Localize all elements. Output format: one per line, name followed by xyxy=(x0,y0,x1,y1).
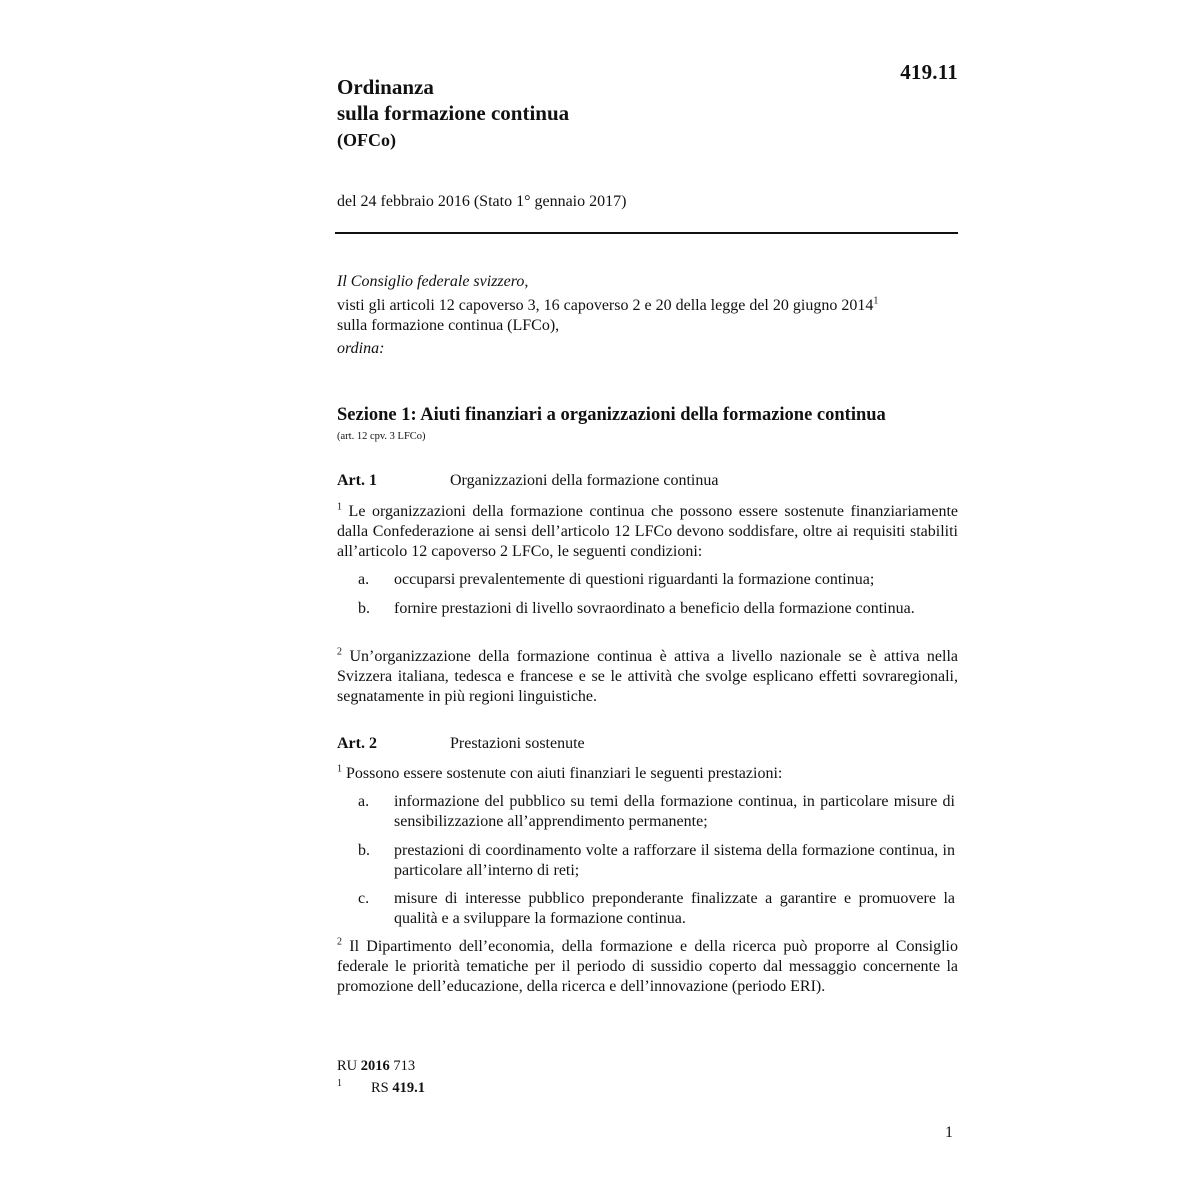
paragraph: $^2$ Un’organizzazione della formazione continua è attiva a livello nazionale se è attiva nella Svizzera italiana, tedesca e francese e se le attività che svolge esplicano effetti sovraregionali, segnatamente in più regioni linguistiche. xyxy=(337,646,959,705)
document-abbreviation: (OFCo) xyxy=(337,130,396,150)
footnote-mark: 1 xyxy=(337,1078,342,1089)
title-line-1: Ordinanza xyxy=(337,75,434,99)
preamble-authority: Il Consiglio federale svizzero, xyxy=(337,273,529,290)
paragraph-number: 1 xyxy=(337,501,342,513)
official-compilation-ref: RU 2016 713 xyxy=(337,1058,416,1074)
article-number: Art. 2 xyxy=(337,735,377,752)
paragraph: $^1$ Le organizzazioni della formazione continua che possono essere sostenute finanziariamente dalla Confederazione ai sensi dell’articolo 12 LFCo devono soddisfare, oltre ai requisiti stabiliti all’articolo 12 capoverso 2 LFCo, le seguenti condizioni: xyxy=(337,501,959,560)
article-number: Art. 1 xyxy=(337,472,377,489)
list-item-text: informazione del pubblico su temi della formazione continua, in particolare misure di sensibilizzazione all’apprendimento permanente; xyxy=(394,793,955,830)
list-item-label: b. xyxy=(358,842,370,859)
header-divider xyxy=(335,232,958,234)
preamble-basis-cont: sulla formazione continua (LFCo), xyxy=(337,317,560,334)
list-item-label: c. xyxy=(358,890,370,907)
list-item-label: a. xyxy=(358,793,370,810)
document-date: del 24 febbraio 2016 (Stato 1° gennaio 2017) xyxy=(337,193,627,210)
paragraph-number: 1 xyxy=(337,763,342,775)
paragraph-number: 2 xyxy=(337,646,342,658)
document-title xyxy=(337,74,569,126)
list-item-text: prestazioni di coordinamento volte a rafforzare il sistema della formazione continua, in particolare all’interno di reti; xyxy=(394,842,955,879)
list-item-text: misure di interesse pubblico preponderante finalizzate a garantire e promuovere la qualità e a sviluppare la formazione continua. xyxy=(394,890,955,927)
paragraph: $^2$ Il Dipartimento dell’economia, della formazione e della ricerca può proporre al Consiglio federale le priorità tematiche per il periodo di sussidio coperto dal messaggio concernente la promozione dell’educazione, della ricerca e dell’innovazione (periodo ERI). xyxy=(337,936,959,995)
section-title: Sezione 1: Aiuti finanziari a organizzazioni della formazione continua xyxy=(337,405,886,425)
preamble xyxy=(337,272,958,359)
sr-number: 419.11 xyxy=(900,60,958,84)
preamble-basis: visti gli articoli 12 capoverso 3, 16 capoverso 2 e 20 della legge del 20 giugno 2014$^1$ xyxy=(337,295,879,314)
page-number: 1 xyxy=(945,1124,953,1141)
article-title: Prestazioni sostenute xyxy=(450,735,585,752)
paragraph: $^1$ Possono essere sostenute con aiuti finanziari le seguenti prestazioni: xyxy=(337,763,783,782)
article-heading xyxy=(337,472,718,490)
article-heading xyxy=(337,735,585,753)
paragraph-number: 2 xyxy=(337,936,342,948)
footnote-text: RS 419.1 xyxy=(371,1080,425,1096)
article-title: Organizzazioni della formazione continua xyxy=(450,472,719,489)
list-item-label: a. xyxy=(358,571,370,588)
section-subtitle: (art. 12 cpv. 3 LFCo) xyxy=(337,431,426,442)
list-item-text: occuparsi prevalentemente di questioni riguardanti la formazione continua; xyxy=(394,571,875,588)
list-item-label: b. xyxy=(358,600,370,617)
footnote-ref: 1 xyxy=(873,295,879,307)
preamble-decrees: ordina: xyxy=(337,340,385,357)
list-item-text: fornire prestazioni di livello sovraordinato a beneficio della formazione continua. xyxy=(394,600,915,617)
title-line-2: sulla formazione continua xyxy=(337,101,570,125)
